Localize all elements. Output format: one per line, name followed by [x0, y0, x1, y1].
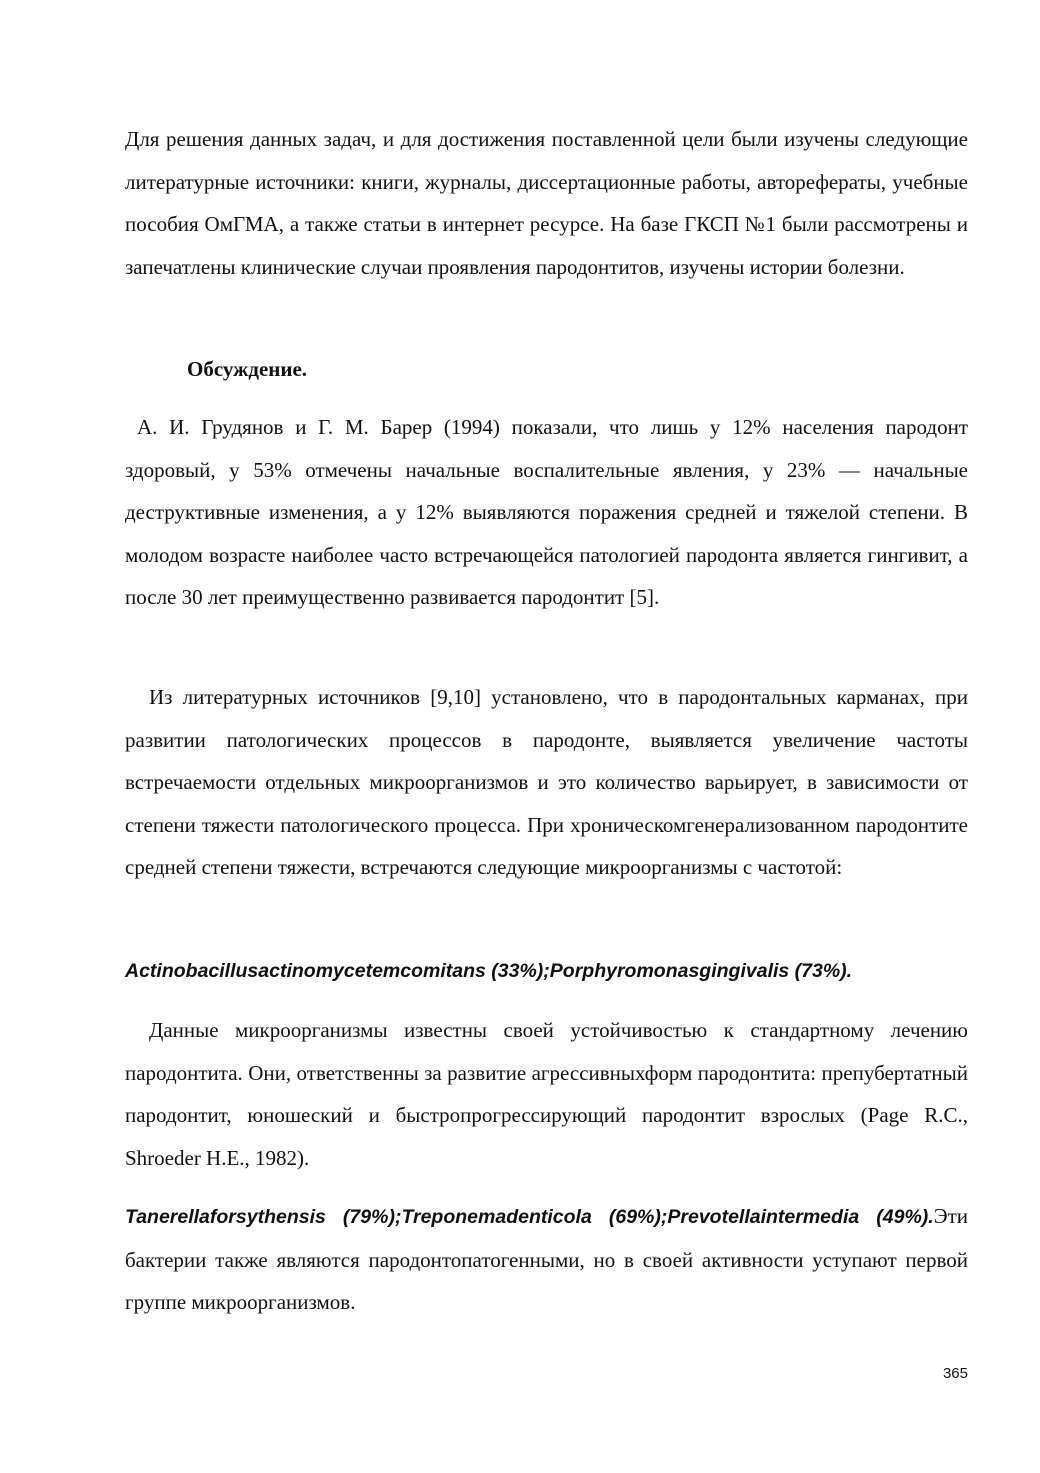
paragraph-sources: Из литературных источников [9,10] установлено, что в пародонтальных карманах, при развитии патологических процессов в пародонте, выявляется увеличение частоты встречаемости отдельных микроорганизмов и это количество варьирует, в зависимости от степени тяжести патологического процесса. При хроническомгенерализованном пародонтите средней степени тяжести, встречаются следующие микроорганизмы с частотой: — [125, 685, 968, 880]
paragraph-intro: Для решения данных задач, и для достижения поставленной цели были изучены следующие литературные источники: книги, журналы, диссертационные работы, авторефераты, учебные пособия ОмГМА, а также статьи в интернет ресурсе. На базе ГКСП №1 были рассмотрены и запечатлены клинические случаи проявления пародонтитов, изучены истории болезни. — [125, 127, 968, 279]
document-page — [125, 0, 968, 1473]
paragraph-grudyanov: А. И. Грудянов и Г. М. Барер (1994) показали, что лишь у 12% населения пародонт здоровый, у 53% отмечены начальные воспалительные явления, у 23% — начальные деструктивные изменения, а у 12% выявляются поражения средней и тяжелой степени. В молодом возрасте наиболее часто встречающейся патологией пародонта является гингивит, а после 30 лет преимущественно развивается пародонтит [5]. — [125, 415, 968, 610]
paragraph-group2 — [125, 1195, 968, 1324]
paragraph-resistance: Данные микроорганизмы известны своей устойчивостью к стандартному лечению пародонтита. Они, ответственны за развитие агрессивныхформ пародонтита: препубертатный пародонтит, юношеский и быстропрогрессирующий пародонтит взрослых (Page R.C., Shroeder H.E., 1982). — [125, 1018, 968, 1170]
group2-description: Эти бактерии также являются пародонтопатогенными, но в своей активности уступают первой группе микроорганизмов. — [125, 1204, 968, 1315]
page-number: 365 — [942, 1365, 968, 1382]
bacteria-list-group1: Actinobacillusactinomycetemcomitans (33%);Porphyromonasgingivalis (73%). — [125, 960, 853, 982]
section-heading: Обсуждение. — [187, 357, 308, 381]
bacteria-list-group2: Tanerellaforsythensis (79%);Treponemadenticola (69%);Prevotellaintermedia (49%). — [125, 1206, 934, 1228]
